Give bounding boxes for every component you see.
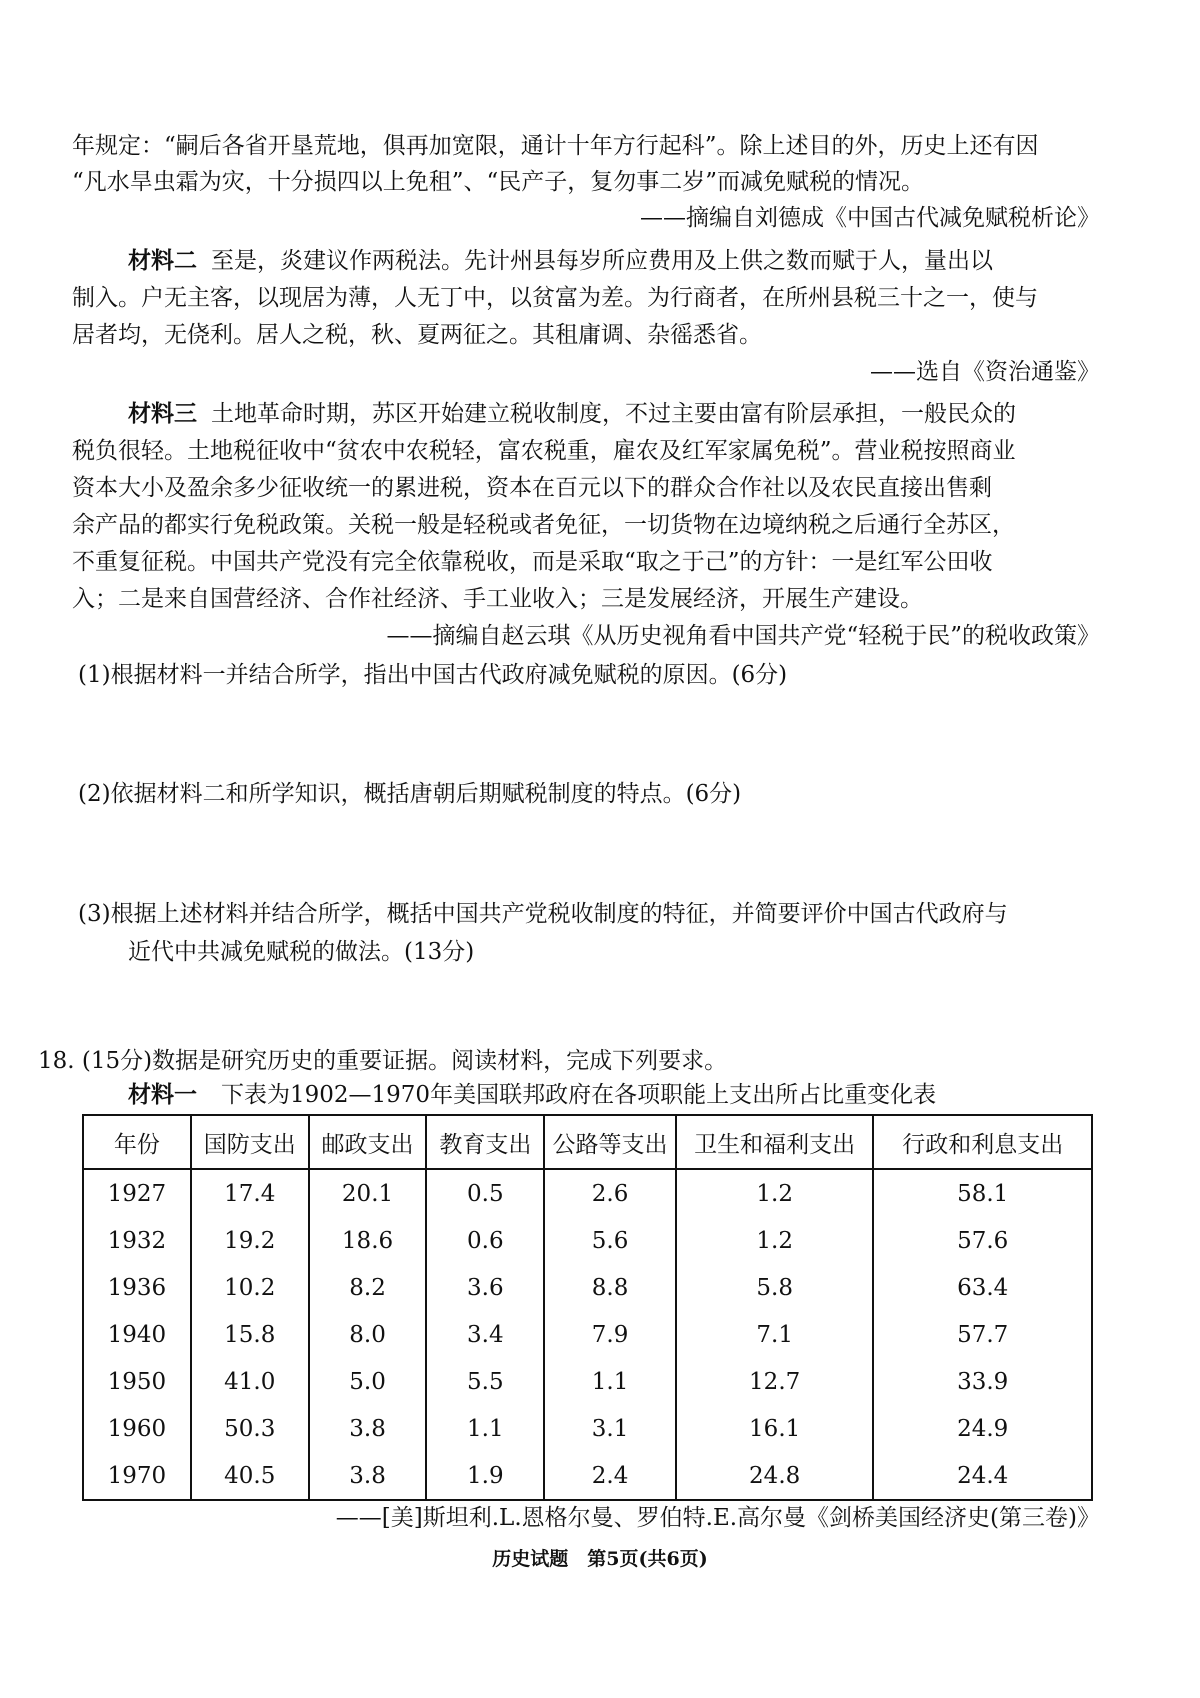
page-footer: 历史试题 第5页(共6页) [492,1548,708,1570]
cell-defense: 41.0 [191,1358,309,1405]
cell-defense: 15.8 [191,1311,309,1358]
cell-defense: 40.5 [191,1452,309,1500]
header-postal: 邮政支出 [309,1115,427,1169]
cell-highway: 8.8 [544,1264,676,1311]
cell-education: 1.1 [426,1405,544,1452]
material3-source: ——摘编自赵云琪《从历史视角看中国共产党“轻税于民”的税收政策》 [386,623,1100,649]
cell-admin: 57.6 [873,1217,1092,1264]
table-row [83,1358,1092,1405]
cell-defense: 17.4 [191,1169,309,1217]
cell-year: 1927 [83,1169,191,1217]
material3-text: 土地革命时期，苏区开始建立税收制度，不过主要由富有阶层承担，一般民众的 [211,401,1016,427]
cell-highway: 7.9 [544,1311,676,1358]
table-row [83,1217,1092,1264]
cell-highway: 5.6 [544,1217,676,1264]
header-education: 教育支出 [426,1115,544,1169]
cell-welfare: 12.7 [676,1358,874,1405]
cell-defense: 10.2 [191,1264,309,1311]
question-1: (1)根据材料一并结合所学，指出中国古代政府减免赋税的原因。(6分) [78,662,788,688]
cell-postal: 18.6 [309,1217,427,1264]
cell-highway: 2.6 [544,1169,676,1217]
cell-admin: 33.9 [873,1358,1092,1405]
cell-highway: 2.4 [544,1452,676,1500]
header-highway: 公路等支出 [544,1115,676,1169]
table-row [83,1169,1092,1217]
cell-admin: 57.7 [873,1311,1092,1358]
table-row [83,1452,1092,1500]
question-3-line-2: 近代中共减免赋税的做法。(13分) [128,939,475,965]
cell-welfare: 1.2 [676,1169,874,1217]
cell-admin: 63.4 [873,1264,1092,1311]
cell-welfare: 7.1 [676,1311,874,1358]
material1-source: ——摘编自刘德成《中国古代减免赋税析论》 [640,205,1100,231]
header-defense: 国防支出 [191,1115,309,1169]
cell-postal: 3.8 [309,1452,427,1500]
cell-highway: 3.1 [544,1405,676,1452]
table-caption-text: 下表为1902—1970年美国联邦政府在各项职能上支出所占比重变化表 [221,1082,937,1108]
cell-admin: 24.4 [873,1452,1092,1500]
material1-line-1: 年规定：“嗣后各省开垦荒地，俱再加宽限，通计十年方行起科”。除上述目的外，历史上还有因 [72,133,1039,159]
material1-line-2: “凡水旱虫霜为灾，十分损四以上免租”、“民产子，复勿事二岁”而减免赋税的情况。 [72,169,925,195]
q18-material-label: 材料一 [128,1081,197,1108]
material2-text: 至是，炎建议作两税法。先计州县每岁所应费用及上供之数而赋于人，量出以 [211,248,993,274]
cell-defense: 50.3 [191,1405,309,1452]
material3-line-2: 税负很轻。土地税征收中“贫农中农税轻，富农税重，雇农及红军家属免税”。营业税按照商业 [72,438,1016,464]
cell-education: 3.4 [426,1311,544,1358]
cell-education: 5.5 [426,1358,544,1405]
cell-admin: 58.1 [873,1169,1092,1217]
material2-line-1 [128,243,1158,279]
cell-education: 3.6 [426,1264,544,1311]
question-2: (2)依据材料二和所学知识，概括唐朝后期赋税制度的特点。(6分) [78,781,742,807]
cell-welfare: 16.1 [676,1405,874,1452]
material3-line-6: 入；二是来自国营经济、合作社经济、手工业收入；三是发展经济，开展生产建设。 [72,586,923,612]
table-row [83,1405,1092,1452]
cell-welfare: 1.2 [676,1217,874,1264]
material3-label: 材料三 [128,400,197,427]
cell-education: 1.9 [426,1452,544,1500]
material3-line-1 [128,396,1158,432]
header-welfare: 卫生和福利支出 [676,1115,874,1169]
cell-postal: 8.0 [309,1311,427,1358]
material3-line-5: 不重复征税。中国共产党没有完全依靠税收，而是采取“取之于己”的方针：一是红军公田收 [72,549,993,575]
header-year: 年份 [83,1115,191,1169]
table-header-row [83,1115,1092,1169]
cell-year: 1950 [83,1358,191,1405]
question-3-line-1: (3)根据上述材料并结合所学，概括中国共产党税收制度的特征，并简要评价中国古代政府与 [78,901,1008,927]
material2-source: ——选自《资治通鉴》 [870,359,1100,385]
table-source: ——[美]斯坦利.L.恩格尔曼、罗伯特.E.高尔曼《剑桥美国经济史(第三卷)》 [335,1505,1100,1531]
table-row [83,1311,1092,1358]
expenditure-table [82,1114,1093,1501]
material3-line-3: 资本大小及盈余多少征收统一的累进税，资本在百元以下的群众合作社以及农民直接出售剩 [72,475,992,501]
header-admin: 行政和利息支出 [873,1115,1092,1169]
cell-postal: 20.1 [309,1169,427,1217]
cell-year: 1932 [83,1217,191,1264]
cell-defense: 19.2 [191,1217,309,1264]
cell-education: 0.5 [426,1169,544,1217]
cell-year: 1970 [83,1452,191,1500]
material2-label: 材料二 [128,247,197,274]
cell-postal: 8.2 [309,1264,427,1311]
material2-line-3: 居者均，无侥利。居人之税，秋、夏两征之。其租庸调、杂徭悉省。 [72,322,762,348]
cell-postal: 5.0 [309,1358,427,1405]
question-18-title: 18. (15分)数据是研究历史的重要证据。阅读材料，完成下列要求。 [38,1048,728,1074]
table-row [83,1264,1092,1311]
table-caption [128,1078,936,1112]
cell-admin: 24.9 [873,1405,1092,1452]
cell-year: 1940 [83,1311,191,1358]
material3-line-4: 余产品的都实行免税政策。关税一般是轻税或者免征，一切货物在边境纳税之后通行全苏区， [72,512,1015,538]
cell-year: 1936 [83,1264,191,1311]
cell-education: 0.6 [426,1217,544,1264]
cell-welfare: 5.8 [676,1264,874,1311]
cell-welfare: 24.8 [676,1452,874,1500]
material2-line-2: 制入。户无主客，以现居为薄，人无丁中，以贫富为差。为行商者，在所州县税三十之一，使与 [72,285,1038,311]
cell-year: 1960 [83,1405,191,1452]
cell-postal: 3.8 [309,1405,427,1452]
cell-highway: 1.1 [544,1358,676,1405]
